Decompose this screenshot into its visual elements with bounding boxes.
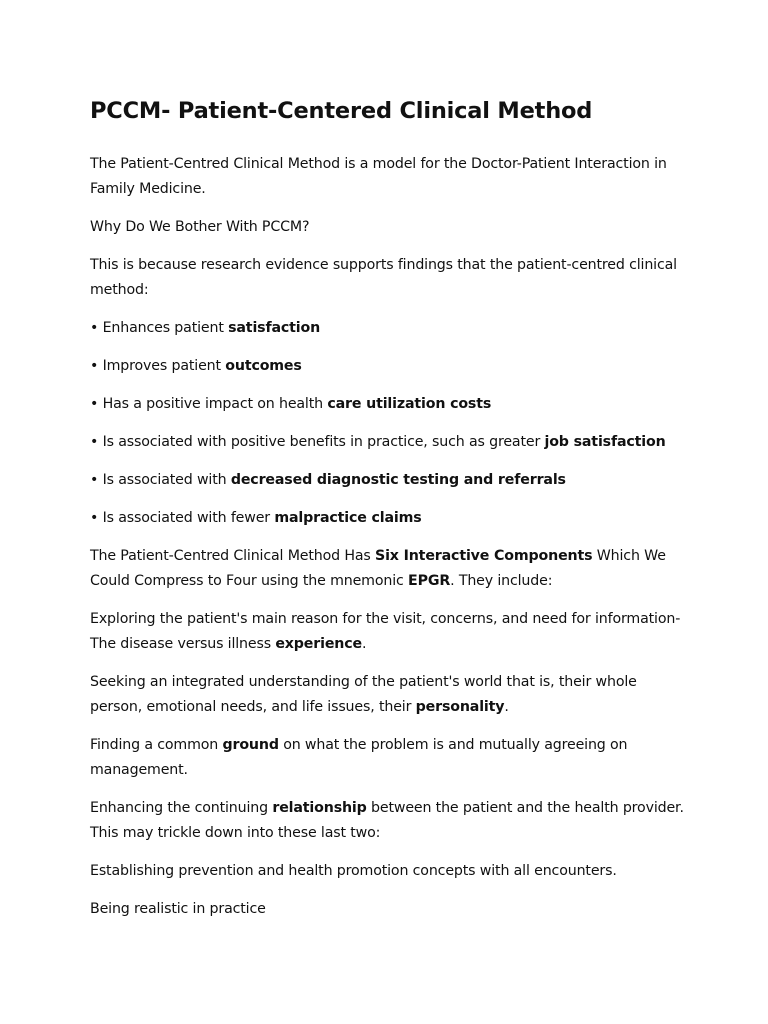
evidence-paragraph: This is because research evidence supports findings that the patient-centred clinical method:	[90, 257, 677, 298]
bullet-item: • Is associated with positive benefits in practice, such as greater job satisfaction	[90, 434, 666, 450]
prevention-paragraph: Establishing prevention and health promotion concepts with all encounters.	[90, 863, 617, 879]
bullet-item: • Is associated with fewer malpractice claims	[90, 510, 422, 526]
bullet-item: • Is associated with decreased diagnostic testing and referrals	[90, 472, 566, 488]
component-item: Finding a common ground on what the problem is and mutually agreeing on management.	[90, 737, 628, 778]
question-paragraph: Why Do We Bother With PCCM?	[90, 219, 310, 235]
component-item: Seeking an integrated understanding of the patient's world that is, their whole person, emotional needs, and life issues, their personality.	[90, 674, 637, 715]
bullet-item: • Improves patient outcomes	[90, 358, 302, 374]
components-paragraph: The Patient-Centred Clinical Method Has Six Interactive Components Which We Could Compress to Four using the mnemonic EPGR. They include:	[90, 548, 666, 589]
bullet-item: • Has a positive impact on health care utilization costs	[90, 396, 492, 412]
bullet-item: • Enhances patient satisfaction	[90, 320, 321, 336]
intro-paragraph: The Patient-Centred Clinical Method is a model for the Doctor-Patient Interaction in Family Medicine.	[90, 156, 667, 197]
page-title: PCCM- Patient-Centered Clinical Method	[90, 98, 593, 124]
component-item: Exploring the patient's main reason for the visit, concerns, and need for information- The disease versus illness experience.	[90, 611, 681, 652]
realistic-paragraph: Being realistic in practice	[90, 901, 266, 917]
component-item: Enhancing the continuing relationship between the patient and the health provider. This may trickle down into these last two:	[90, 800, 684, 841]
